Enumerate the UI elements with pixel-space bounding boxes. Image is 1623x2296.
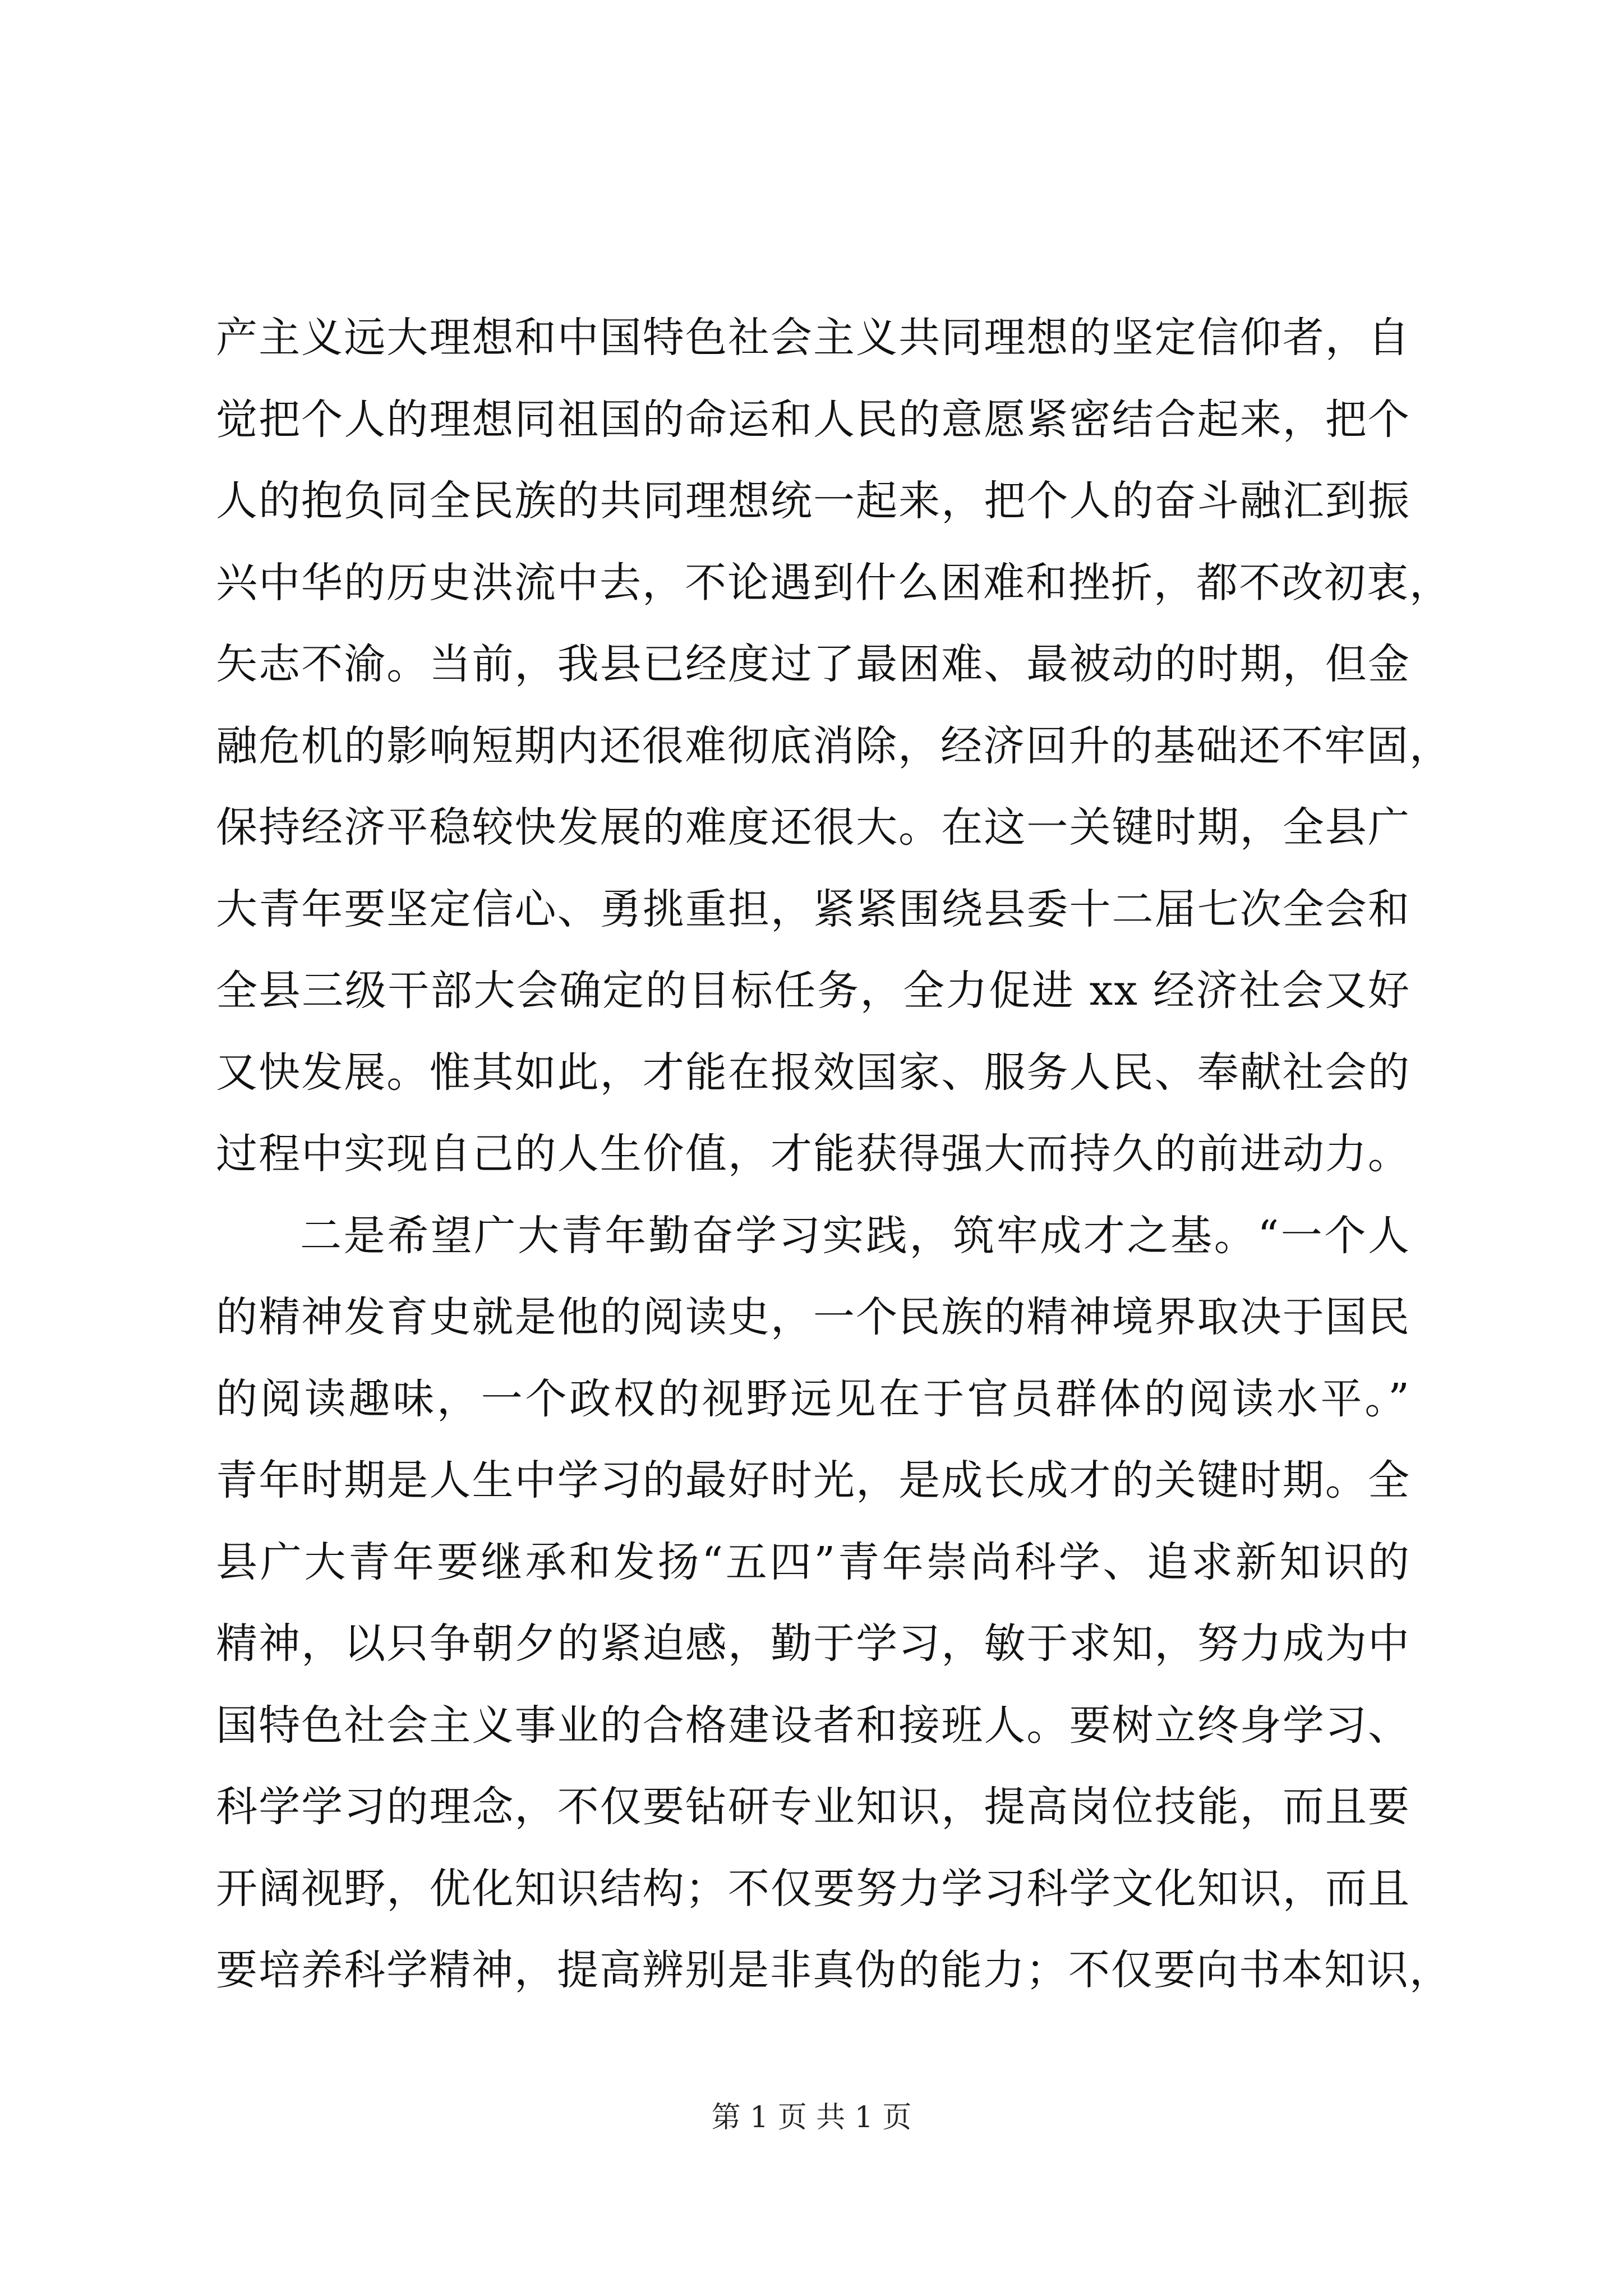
text-line: 县广大青年要继承和发扬“五四”青年崇尚科学、追求新知识的 xyxy=(216,1538,1410,1586)
text-line: 又快发展。惟其如此，才能在报效国家、服务人民、奉献社会的 xyxy=(216,1048,1410,1097)
text-line: 觉把个人的理想同祖国的命运和人民的意愿紧密结合起来，把个 xyxy=(216,395,1410,444)
text-line: 融危机的影响短期内还很难彻底消除，经济回升的基础还不牢固， xyxy=(216,721,1452,770)
text-line: 过程中实现自己的人生价值，才能获得强大而持久的前进动力。 xyxy=(216,1130,1410,1178)
text-line: 全县三级干部大会确定的目标任务，全力促进 xx 经济社会又好 xyxy=(216,967,1410,1015)
text-line: 保持经济平稳较快发展的难度还很大。在这一关键时期，全县广 xyxy=(216,803,1410,852)
text-line: 人的抱负同全民族的共同理想统一起来，把个人的奋斗融汇到振 xyxy=(216,477,1410,525)
text-line: 产主义远大理想和中国特色社会主义共同理想的坚定信仰者，自 xyxy=(216,314,1410,362)
text-line: 矢志不渝。当前，我县已经度过了最困难、最被动的时期，但金 xyxy=(216,640,1410,688)
text-line: 开阔视野，优化知识结构；不仅要努力学习科学文化知识，而且 xyxy=(216,1864,1410,1913)
text-line: 的精神发育史就是他的阅读史，一个民族的精神境界取决于国民 xyxy=(216,1293,1410,1341)
text-line: 精神，以只争朝夕的紧迫感，勤于学习，敏于求知，努力成为中 xyxy=(216,1619,1410,1668)
body-text xyxy=(216,297,1452,2012)
text-line: 国特色社会主义事业的合格建设者和接班人。要树立终身学习、 xyxy=(216,1701,1410,1750)
text-line: 兴中华的历史洪流中去，不论遇到什么困难和挫折，都不改初衷， xyxy=(216,558,1452,607)
text-line: 的阅读趣味，一个政权的视野远见在于官员群体的阅读水平。” xyxy=(216,1374,1410,1423)
text-line: 科学学习的理念，不仅要钻研专业知识，提高岗位技能，而且要 xyxy=(216,1783,1410,1831)
text-line: 要培养科学精神，提高辨别是非真伪的能力；不仅要向书本知识， xyxy=(216,1946,1452,1994)
text-line: 青年时期是人生中学习的最好时光，是成长成才的关键时期。全 xyxy=(216,1456,1410,1504)
page-number-footer: 第 1 页 共 1 页 xyxy=(711,2101,912,2134)
paragraph-first-line: 二是希望广大青年勤奋学习实践，筑牢成才之基。“一个人 xyxy=(300,1211,1410,1260)
text-line: 大青年要坚定信心、勇挑重担，紧紧围绕县委十二届七次全会和 xyxy=(216,885,1410,933)
